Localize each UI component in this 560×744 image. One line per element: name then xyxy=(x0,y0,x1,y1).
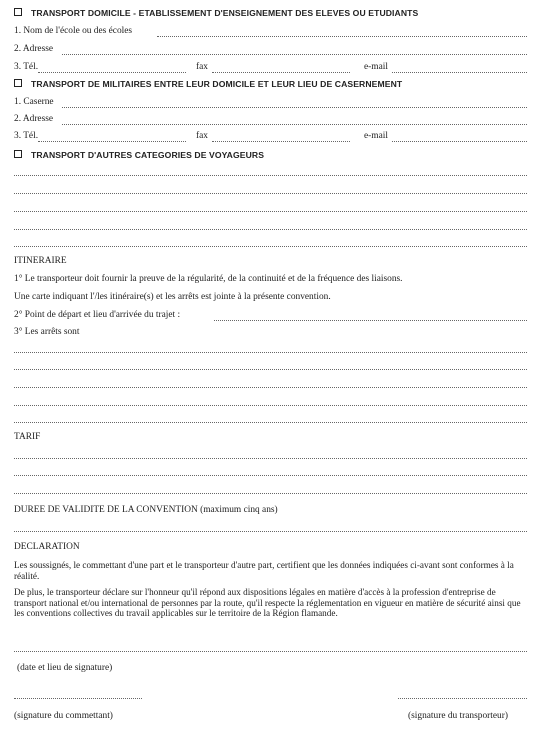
itinerary-route-field[interactable] xyxy=(214,320,527,321)
barracks-label: 1. Caserne xyxy=(14,97,54,107)
stops-line-2[interactable] xyxy=(14,369,527,370)
itinerary-heading: ITINERAIRE xyxy=(14,256,67,266)
barracks-field[interactable] xyxy=(62,107,527,108)
school-address-label: 2. Adresse xyxy=(14,44,54,54)
stops-line-3[interactable] xyxy=(14,387,527,388)
tarif-line-3[interactable] xyxy=(14,493,527,494)
military-tel-label: 3. Tél. xyxy=(14,131,39,141)
military-address-field[interactable] xyxy=(62,124,527,125)
other-line-3[interactable] xyxy=(14,211,527,212)
school-email-label: e-mail xyxy=(364,62,388,72)
military-fax-label: fax xyxy=(196,131,208,141)
itinerary-map-text: Une carte indiquant l'/les itinéraire(s) et les arrêts est jointe à la présente convention. xyxy=(14,292,331,302)
school-fax-label: fax xyxy=(196,62,208,72)
other-line-1[interactable] xyxy=(14,175,527,176)
military-address-label: 2. Adresse xyxy=(14,114,54,124)
date-place-line[interactable] xyxy=(14,651,527,652)
validity-line[interactable] xyxy=(14,531,527,532)
principal-signature-line[interactable] xyxy=(14,698,142,699)
military-email-label: e-mail xyxy=(364,131,388,141)
military-tel-field[interactable] xyxy=(38,141,186,142)
declaration-paragraph-2: De plus, le transporteur déclare sur l'honneur qu'il répond aux dispositions légales en matière d'accès à la profession d'entreprise de transport national et/ou international de personnes par la route, qu'il respecte la réglementation en vigueur en matière de sécurité ainsi que les conventions collectives du travail applicables sur le territoire de la Région flamande. xyxy=(14,587,521,618)
tarif-heading: TARIF xyxy=(14,432,41,442)
other-line-2[interactable] xyxy=(14,193,527,194)
validity-heading: DUREE DE VALIDITE DE LA CONVENTION (maximum cinq ans) xyxy=(14,505,278,515)
military-email-field[interactable] xyxy=(392,141,527,142)
checkbox-school[interactable] xyxy=(14,8,22,16)
military-fax-field[interactable] xyxy=(212,141,350,142)
carrier-signature-label: (signature du transporteur) xyxy=(408,711,508,721)
date-place-label: (date et lieu de signature) xyxy=(17,663,113,673)
carrier-signature-line[interactable] xyxy=(398,698,527,699)
tarif-line-2[interactable] xyxy=(14,475,527,476)
checkbox-other[interactable] xyxy=(14,150,22,158)
other-line-5[interactable] xyxy=(14,246,527,247)
school-email-field[interactable] xyxy=(392,72,527,73)
school-tel-field[interactable] xyxy=(38,72,186,73)
section-other-title: TRANSPORT D'AUTRES CATEGORIES DE VOYAGEURS xyxy=(14,150,264,160)
school-fax-field[interactable] xyxy=(212,72,350,73)
declaration-heading: DECLARATION xyxy=(14,542,80,552)
itinerary-regularity-text: 1° Le transporteur doit fournir la preuve de la régularité, de la continuité et de la fréquence des liaisons. xyxy=(14,274,403,284)
declaration-paragraph-1: Les soussignés, le commettant d'une part et le transporteur d'autre part, certifient que les données indiquées ci-avant sont conformes à la réalité. xyxy=(14,560,514,581)
school-address-field[interactable] xyxy=(62,54,527,55)
tarif-line-1[interactable] xyxy=(14,458,527,459)
section-military-title: TRANSPORT DE MILITAIRES ENTRE LEUR DOMICILE ET LEUR LIEU DE CASERNEMENT xyxy=(14,79,402,89)
stops-line-5[interactable] xyxy=(14,422,527,423)
other-line-4[interactable] xyxy=(14,229,527,230)
principal-signature-label: (signature du commettant) xyxy=(14,711,113,721)
school-tel-label: 3. Tél. xyxy=(14,62,39,72)
school-name-label: 1. Nom de l'école ou des écoles xyxy=(14,26,133,36)
stops-line-1[interactable] xyxy=(14,352,527,353)
itinerary-route-label: 2° Point de départ et lieu d'arrivée du trajet : xyxy=(14,310,181,320)
itinerary-stops-label: 3° Les arrêts sont xyxy=(14,327,80,337)
section-school-title: TRANSPORT DOMICILE - ETABLISSEMENT D'ENSEIGNEMENT DES ELEVES OU ETUDIANTS xyxy=(14,8,418,18)
stops-line-4[interactable] xyxy=(14,405,527,406)
checkbox-military[interactable] xyxy=(14,79,22,87)
school-name-field[interactable] xyxy=(157,36,527,37)
